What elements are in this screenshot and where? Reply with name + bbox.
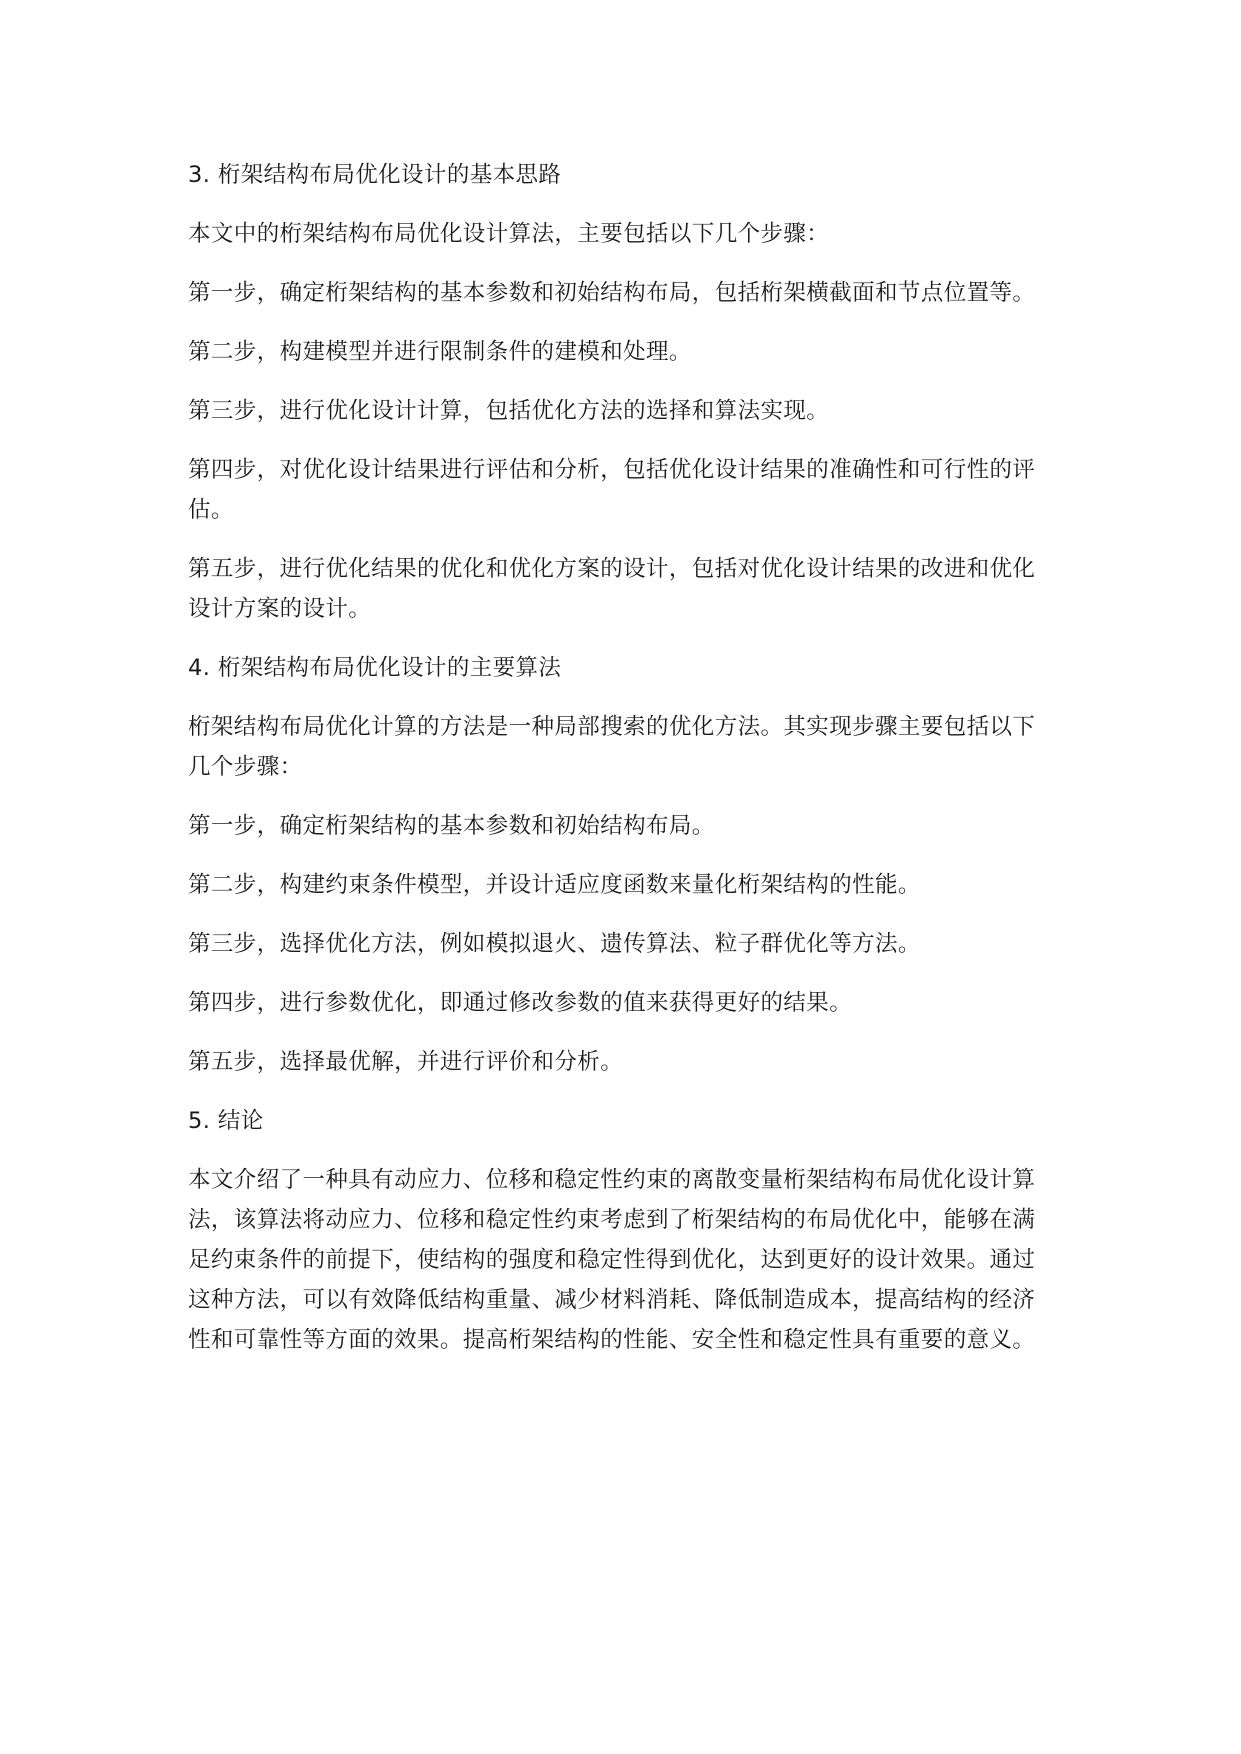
document-body [188,155,1048,1379]
section-5-heading: 5. 结论 [188,1108,264,1134]
section-5 [188,1101,1048,1360]
section-4-step-3: 第三步，选择优化方法，例如模拟退火、遗传算法、粒子群优化等方法。 [188,931,921,957]
section-3-step-3: 第三步，进行优化设计计算，包括优化方法的选择和算法实现。 [188,398,830,424]
section-3-step-5: 第五步，进行优化结果的优化和优化方案的设计，包括对优化设计结果的改进和优化设计方案的设计。 [188,556,1036,622]
section-5-body: 本文介绍了一种具有动应力、位移和稳定性约束的离散变量桁架结构布局优化设计算法，该算法将动应力、位移和稳定性约束考虑到了桁架结构的布局优化中，能够在满足约束条件的前提下，使结构的强度和稳定性得到优化，达到更好的设计效果。通过这种方法，可以有效降低结构重量、减少材料消耗、降低制造成本，提高结构的经济性和可靠性等方面的效果。提高桁架结构的性能、安全性和稳定性具有重要的意义。 [188,1167,1036,1353]
section-3-step-2: 第二步，构建模型并进行限制条件的建模和处理。 [188,339,692,365]
section-3-intro: 本文中的桁架结构布局优化设计算法，主要包括以下几个步骤： [188,221,830,247]
section-4-intro: 桁架结构布局优化计算的方法是一种局部搜索的优化方法。其实现步骤主要包括以下几个步骤： [188,714,1036,780]
section-4-step-4: 第四步，进行参数优化，即通过修改参数的值来获得更好的结果。 [188,990,853,1016]
section-4-step-1: 第一步，确定桁架结构的基本参数和初始结构布局。 [188,813,715,839]
section-3-heading: 3. 桁架结构布局优化设计的基本思路 [188,162,562,188]
section-3-step-1: 第一步，确定桁架结构的基本参数和初始结构布局，包括桁架横截面和节点位置等。 [188,280,1036,306]
section-3 [188,155,1048,629]
section-4-heading: 4. 桁架结构布局优化设计的主要算法 [188,655,562,681]
section-3-step-4: 第四步，对优化设计结果进行评估和分析，包括优化设计结果的准确性和可行性的评估。 [188,457,1036,523]
section-4-step-2: 第二步，构建约束条件模型，并设计适应度函数来量化桁架结构的性能。 [188,872,921,898]
section-4-step-5: 第五步，选择最优解，并进行评价和分析。 [188,1049,624,1075]
section-4 [188,648,1048,1082]
